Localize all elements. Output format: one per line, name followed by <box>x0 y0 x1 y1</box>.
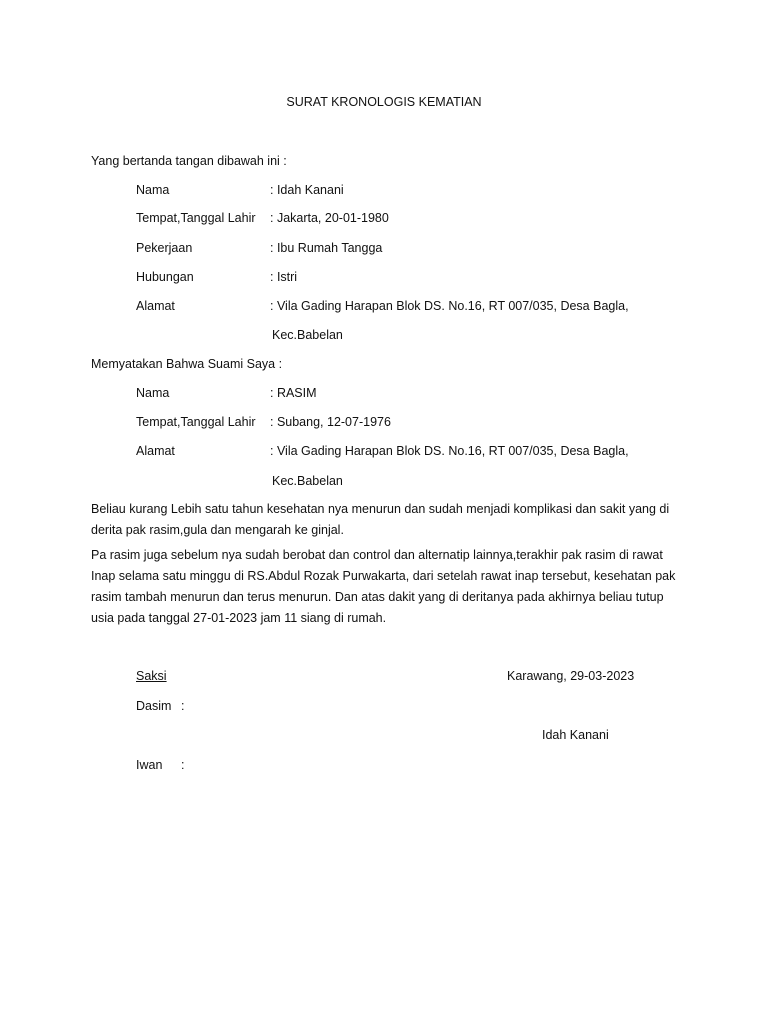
declarant-label-hubungan: Hubungan <box>136 270 194 284</box>
declarant-value-hubungan: : Istri <box>270 270 298 284</box>
witness-colon-2: : <box>181 758 185 772</box>
declarant-value-nama: : Idah Kanani <box>270 183 344 197</box>
intro-line: Yang bertanda tangan dibawah ini : <box>91 154 287 168</box>
declarant-label-nama: Nama <box>136 183 170 197</box>
signer-name: Idah Kanani <box>542 728 609 742</box>
deceased-label-alamat: Alamat <box>136 444 175 458</box>
witness-colon-1: : <box>181 699 185 713</box>
deceased-value-ttl: : Subang, 12-07-1976 <box>270 415 391 429</box>
declarant-label-pekerjaan: Pekerjaan <box>136 241 193 255</box>
witness-heading: Saksi <box>136 669 167 683</box>
witness-name-1: Dasim <box>136 699 172 713</box>
deceased-label-ttl: Tempat,Tanggal Lahir <box>136 415 256 429</box>
paragraph-health-history: Beliau kurang Lebih satu tahun kesehatan nya menurun dan sudah menjadi komplikasi dan sakit yang di derita pak rasim,gula dan mengarah ke ginjal. <box>91 502 670 537</box>
declarant-value-ttl: : Jakarta, 20-01-1980 <box>270 211 389 225</box>
document-title: SURAT KRONOLOGIS KEMATIAN <box>286 95 482 109</box>
deceased-address-continuation: Kec.Babelan <box>272 474 343 488</box>
place-date: Karawang, 29-03-2023 <box>507 669 635 683</box>
declarant-value-pekerjaan: : Ibu Rumah Tangga <box>270 241 383 255</box>
paragraph-treatment-death: Pa rasim juga sebelum nya sudah berobat dan control dan alternatip lainnya,terakhir pak rasim di rawat Inap selama satu minggu di RS.Abdul Rozak Purwakarta, dari setelah rawat inap tersebut, kesehatan pak rasim tambah menurun dan terus menurun. Dan atas dakit yang di deritanya pada akhirnya beliau tutup usia pada tanggal 27-01-2023 jam 11 siang di rumah. <box>91 548 676 625</box>
declarant-address-continuation: Kec.Babelan <box>272 328 343 342</box>
deceased-label-nama: Nama <box>136 386 170 400</box>
deceased-value-nama: : RASIM <box>270 386 317 400</box>
declarant-label-ttl: Tempat,Tanggal Lahir <box>136 211 256 225</box>
statement-heading: Memyatakan Bahwa Suami Saya : <box>91 357 283 371</box>
declarant-value-alamat: : Vila Gading Harapan Blok DS. No.16, RT 007/035, Desa Bagla, <box>270 299 629 313</box>
declarant-label-alamat: Alamat <box>136 299 175 313</box>
deceased-value-alamat: : Vila Gading Harapan Blok DS. No.16, RT 007/035, Desa Bagla, <box>270 444 629 458</box>
witness-name-2: Iwan <box>136 758 163 772</box>
